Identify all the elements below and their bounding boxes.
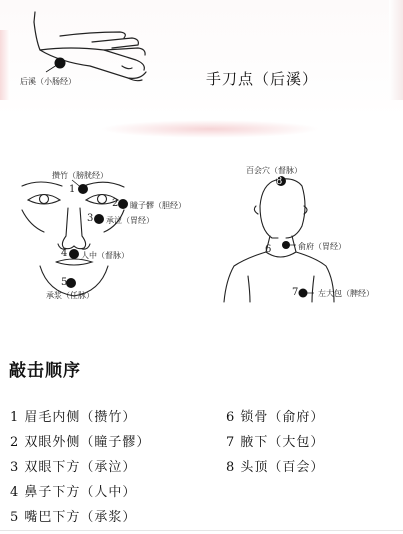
face-point-3-number: 3 — [87, 213, 94, 224]
body-point-6-label: 俞府（胃经） — [298, 242, 346, 251]
hand-illustration — [34, 12, 146, 81]
face-point-2-number: 2 — [112, 198, 119, 209]
step-2: 2 双眼外侧（瞳子髎） — [10, 435, 151, 450]
body-point-8-label: 百会穴（督脉） — [246, 166, 302, 175]
step-3: 3 双眼下方（承泣） — [10, 460, 137, 475]
face-point-5-number: 5 — [61, 277, 68, 288]
face-point-3-label: 承泣（胃经） — [106, 216, 154, 225]
face-point-1-number: 1 — [69, 184, 76, 195]
step-5: 5 嘴巴下方（承浆） — [10, 510, 137, 525]
face-point-3-dot — [94, 214, 104, 224]
step-6: 6 锁骨（俞府） — [226, 410, 325, 425]
step-4: 4 鼻子下方（人中） — [10, 485, 137, 500]
step-1: 1 眉毛内侧（攒竹） — [10, 410, 137, 425]
body-point-6-number: 6 — [265, 244, 272, 255]
face-point-4-label: 人中（督脉） — [81, 251, 129, 260]
houxi-point-label: 后溪（小肠经） — [20, 77, 76, 86]
step-8: 8 头顶（百会） — [226, 460, 325, 475]
face-point-5-dot — [66, 278, 76, 288]
face-point-2-dot — [118, 199, 128, 209]
body-point-7-number: 7 — [292, 287, 299, 298]
step-7: 7 腋下（大包） — [226, 435, 325, 450]
body-point-7-label: 左大包（脾经） — [318, 289, 374, 298]
body-point-8-number: 8 — [276, 176, 283, 187]
tapping-order-heading: 敲击顺序 — [9, 361, 81, 381]
face-point-2-label: 瞳子髎（胆经） — [130, 201, 186, 210]
face-point-4-number: 4 — [61, 248, 68, 259]
face-point-4-dot — [69, 249, 79, 259]
hand-section-title: 手刀点（后溪） — [206, 70, 319, 88]
face-point-1-label: 攒竹（膀胱经） — [52, 171, 108, 180]
face-point-5-label: 承浆（任脉） — [46, 291, 94, 300]
